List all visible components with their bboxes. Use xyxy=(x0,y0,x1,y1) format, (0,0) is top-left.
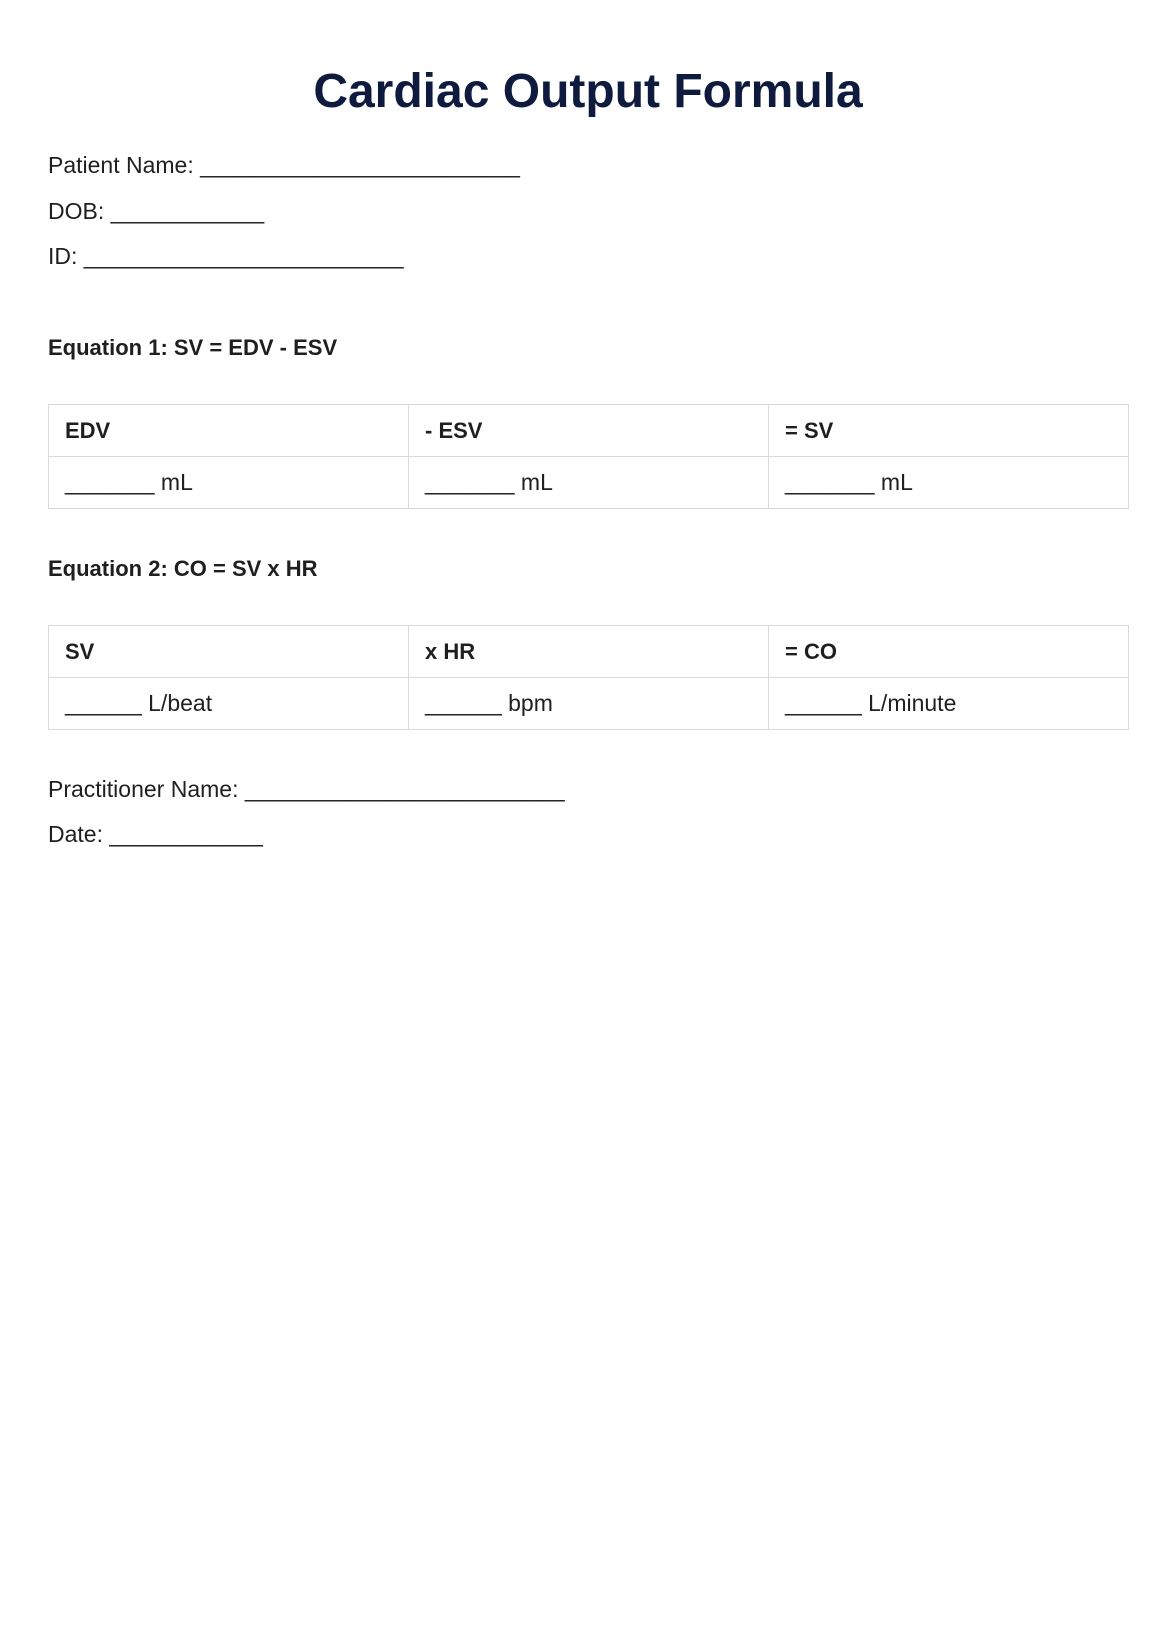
id-field: ID: _________________________ xyxy=(48,243,404,269)
header-hr: x HR xyxy=(409,626,769,678)
table-row xyxy=(49,678,1129,730)
table-header-row xyxy=(49,405,1129,457)
cell-sv-value: _______ mL xyxy=(769,457,1129,509)
equation-2-table xyxy=(48,625,1129,730)
cell-esv-value: _______ mL xyxy=(409,457,769,509)
date-field: Date: ____________ xyxy=(48,821,263,847)
header-esv: - ESV xyxy=(409,405,769,457)
dob-field: DOB: ____________ xyxy=(48,198,265,224)
header-co: = CO xyxy=(769,626,1129,678)
table-row xyxy=(49,457,1129,509)
page-title: Cardiac Output Formula xyxy=(313,65,863,118)
equation-2-heading: Equation 2: CO = SV x HR xyxy=(48,556,318,581)
cell-edv-value: _______ mL xyxy=(49,457,409,509)
table-header-row xyxy=(49,626,1129,678)
cell-sv-value: ______ L/beat xyxy=(49,678,409,730)
header-sv: = SV xyxy=(769,405,1129,457)
patient-name-field: Patient Name: _________________________ xyxy=(48,152,520,178)
cell-hr-value: ______ bpm xyxy=(409,678,769,730)
practitioner-name-field: Practitioner Name: _________________________ xyxy=(48,776,565,802)
equation-1-table xyxy=(48,404,1129,509)
cell-co-value: ______ L/minute xyxy=(769,678,1129,730)
equation-1-heading: Equation 1: SV = EDV - ESV xyxy=(48,335,338,360)
header-edv: EDV xyxy=(49,405,409,457)
header-sv: SV xyxy=(49,626,409,678)
